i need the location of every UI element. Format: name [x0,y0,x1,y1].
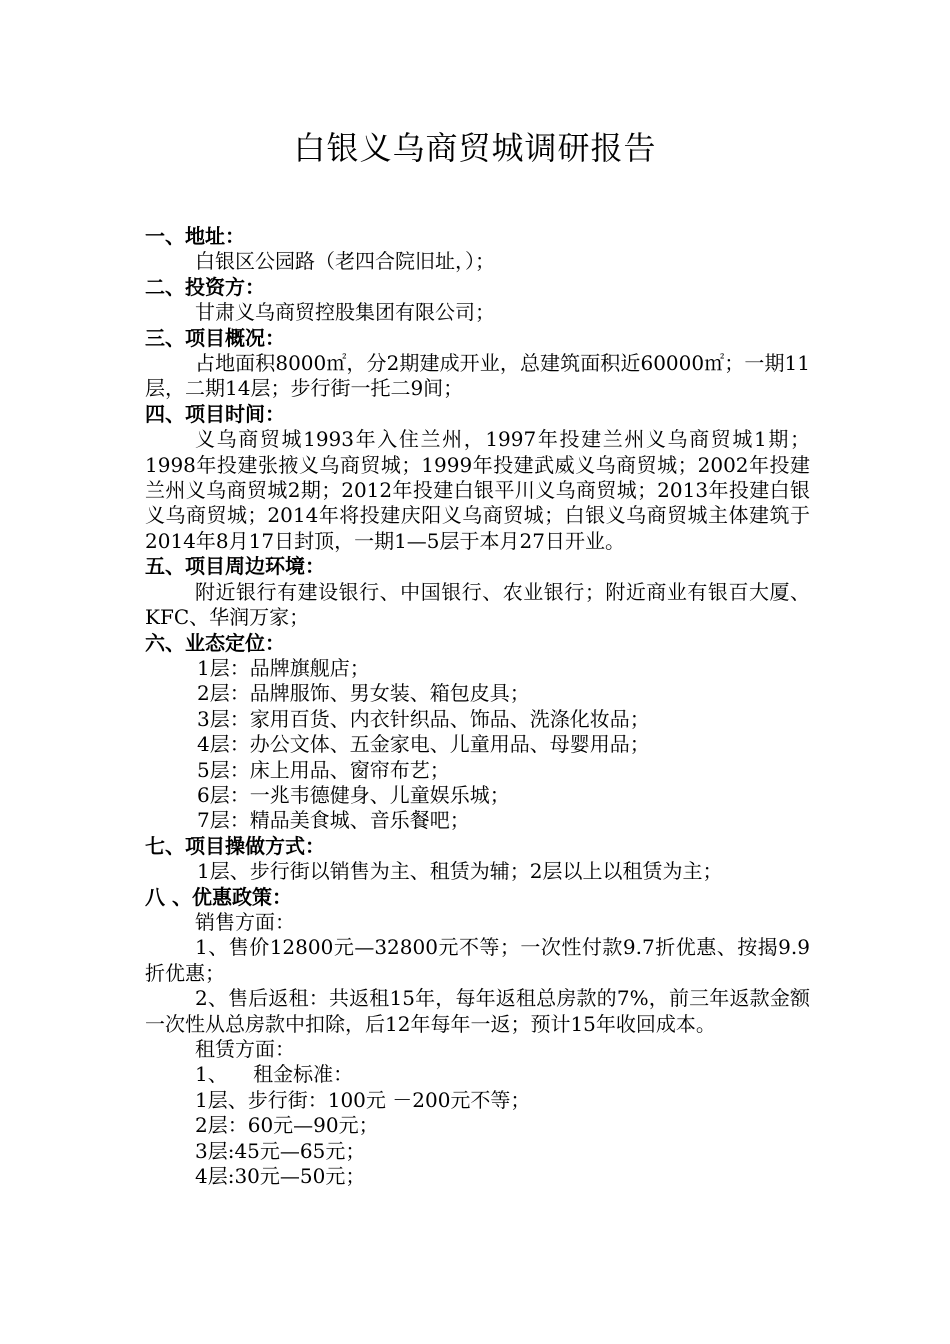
policy-sales-price: 1、售价12800元—32800元不等；一次性付款9.7折优惠、按揭9.9折优惠； [145,935,810,985]
timeline-text: 义乌商贸城1993年入住兰州，1997年投建兰州义乌商贸城1期；1998年投建张掖义乌商贸城；1999年投建武威义乌商贸城；2002年投建兰州义乌商贸城2期；2012年投建白银平川义乌商贸城；2013年投建白银义乌商贸城；2014年将投建庆阳义乌商贸城；白银义乌商贸城主体建筑于2014年8月17日封顶，一期1—5层于本月27日开业。 [145,427,810,553]
overview-text: 占地面积8000㎡，分2期建成开业，总建筑面积近60000㎡；一期11层，二期14层；步行街一托二9间； [145,351,810,401]
investor-text: 甘肃义乌商贸控股集团有限公司； [195,300,495,325]
section-heading-overview: 三、项目概况： [145,325,285,350]
operation-text: 1层、步行街以销售为主、租赁为辅；2层以上以租赁为主； [197,859,723,884]
floor-item: 5层：床上用品、窗帘布艺； [197,757,450,782]
floor-item: 4层：办公文体、五金家电、儿童用品、母婴用品； [197,732,650,757]
address-text: 白银区公园路（老四合院旧址，）； [195,249,495,274]
floor-item: 7层：精品美食城、音乐餐吧； [197,808,470,833]
section-heading-operation: 七、项目操做方式： [145,833,325,858]
section-heading-investor: 二、投资方： [145,274,265,299]
policy-sales-leaseback: 2、售后返租：共返租15年，每年返租总房款的7%，前三年返款金额一次性从总房款中扣除，后12年每年一返；预计15年收回成本。 [145,986,810,1036]
section-heading-policy: 八 、优惠政策： [145,884,292,909]
section-heading-surroundings: 五、项目周边环境： [145,554,325,579]
surroundings-text: 附近银行有建设银行、中国银行、农业银行；附近商业有银百大厦、KFC、华润万家； [145,579,810,630]
rent-item: 3层:45元—65元； [195,1138,366,1163]
rent-item: 4层:30元—50元； [195,1164,366,1189]
floor-item: 2层：品牌服饰、男女装、箱包皮具； [197,681,530,706]
rent-item: 2层：60元—90元； [195,1113,379,1138]
section-heading-timeline: 四、项目时间： [145,401,285,426]
policy-rent-standard: 1、 租金标准： [195,1062,354,1087]
floor-item: 6层：一兆韦德健身、儿童娱乐城； [197,782,510,807]
document-title: 白银义乌商贸城调研报告 [293,129,657,167]
floor-item: 1层：品牌旗舰店； [197,655,370,680]
section-heading-address: 一、地址： [145,224,245,248]
section-heading-positioning: 六、业态定位： [145,630,285,655]
floor-item: 3层：家用百货、内衣针织品、饰品、洗涤化妆品； [197,706,650,731]
rent-item: 1层、步行街：100元 －200元不等； [195,1087,531,1112]
document-body [145,224,810,1189]
policy-rent-label: 租赁方面： [195,1037,295,1061]
policy-sales-label: 销售方面： [195,909,295,934]
